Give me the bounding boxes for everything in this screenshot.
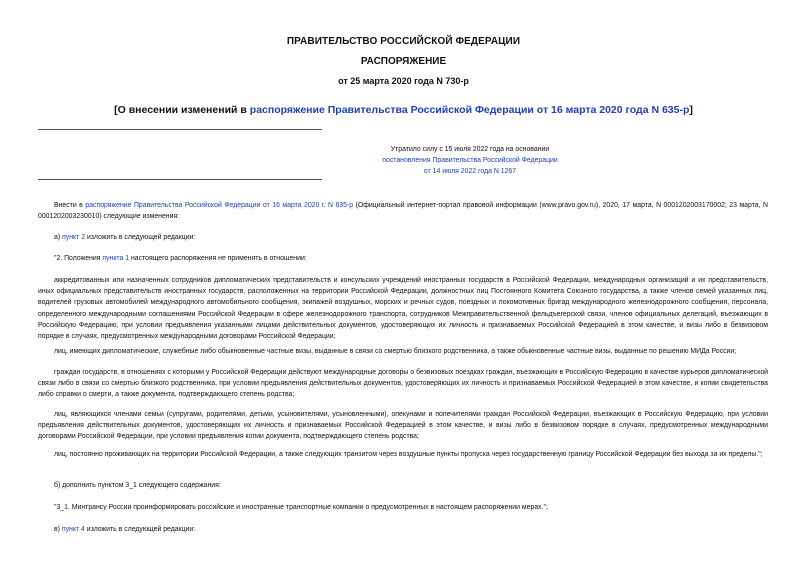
title-close: ]	[689, 104, 693, 116]
intro-link-order[interactable]: распоряжение Правительства Российской Федерации от 16 марта 2020 г. N 635-р	[85, 202, 354, 209]
paragraph-residents: лиц, постоянно проживающих на территории Российской Федерации, а также следующих транзитом через воздушные пункты пропуска через государственную границу Российской Федерации без выхода за их пределы.";	[54, 451, 763, 458]
paragraph-3-1: "3_1. Минтрансу России проинформировать российские и иностранные транспортные компании о предусмотренных в настоящем распоряжении мерах.";	[54, 504, 548, 511]
validity-note	[270, 144, 670, 177]
link-point-4[interactable]: пункт 4	[61, 526, 85, 533]
pa-text-post: изложить в следующей редакции:	[85, 234, 196, 241]
paragraph-accredited: аккредитованных или назначенных сотрудников дипломатических представительств и консульских учреждений иностранных государств в Российской Федерации, международных организаций и их представительств, иных официальных представительств иностранных государств, расположенных на территории Российской Федерации, должностных лиц Постоянного Комитета Союзного государства, а также членов семей указанных лиц, водителей грузовых автомобилей международного автомобильного сообщения, экипажей воздушных, морских и речных судов, поездных и локомотивных бригад международного железнодорожного сообщения, персонала, определенного международными соглашениями Российской Федерации в сфере железнодорожного транспорта, сотрудников Межправительственной фельдъегерской связи, членов официальных делегаций, въезжающих в Российскую Федерацию, при условии предъявления указанными лицами действительных документов, удостоверяющих их личность и признаваемых Российской Федерацией в этом качестве, и визы либо в безвизовом порядке в случаях, предусмотренных международными договорами Российской Федерации;	[38, 277, 768, 341]
intro-text-pre: Внести в	[54, 202, 86, 209]
government-heading: ПРАВИТЕЛЬСТВО РОССИЙСКОЙ ФЕДЕРАЦИИ	[286, 36, 521, 47]
divider-top	[38, 129, 322, 130]
document-date-number: от 25 марта 2020 года N 730-р	[338, 76, 469, 86]
document-type: РАСПОРЯЖЕНИЕ	[360, 56, 447, 67]
divider-bottom	[38, 179, 322, 180]
link-point-2[interactable]: пункт 2	[62, 234, 86, 241]
title-open: [О внесении изменений в	[114, 104, 250, 116]
link-point-1[interactable]: пункта 1	[102, 255, 130, 262]
validity-note-link-date[interactable]: от 14 июля 2022 года N 1267	[423, 168, 517, 175]
paragraph-point-2	[38, 253, 768, 264]
p2-text-post: настоящего распоряжения не применять в отношении:	[129, 255, 307, 262]
paragraph-b: б) дополнить пунктом 3_1 следующего содержания:	[54, 482, 221, 489]
p2-text-pre: "2. Положения	[54, 255, 103, 262]
paragraph-v	[38, 524, 768, 535]
paragraph-family: лиц, являющихся членами семьи (супругами, родителями, детьми, усыновителями, усыновленными), опекунами и попечителями граждан Российской Федерации, въезжающих в Российскую Федерацию, при условии предъявления действительных документов, удостоверяющих их личность и признаваемых Российской Федерацией в этом качестве, и визы либо в безвизовом порядке в случаях, предусмотренных международными договорами Российской Федерации, при условии предъявления копии документа, подтверждающего степень родства;	[38, 411, 768, 441]
pa-text-pre: а)	[54, 234, 63, 241]
paragraph-a	[38, 232, 768, 243]
paragraph-visas: лиц, имеющих дипломатические, служебные либо обыкновенные частные визы, выданные в связи со смертью близкого родственника, а также обыкновенные частные визы, выданные по решению МИДа России;	[54, 348, 737, 355]
document-title	[0, 104, 807, 116]
title-link-order-635[interactable]: распоряжение Правительства Российской Федерации от 16 марта 2020 года N 635-р	[249, 104, 690, 116]
paragraph-intro	[38, 200, 768, 222]
intro-text-post: (Официальный интернет-портал правовой информации (www.pravo.gov.ru), 2020, 17 марта, N 0001202003170002; 23 марта, N 0001202003230010) следующие изменения:	[38, 202, 769, 221]
validity-note-link-decree[interactable]: постановления Правительства Российской Федерации	[382, 157, 558, 164]
pv-text-pre: в)	[54, 526, 62, 533]
paragraph-citizens: граждан государств, в отношениях с которыми у Российской Федерации действуют международные договоры о безвизовых поездках граждан, въезжающих в Российскую Федерацию в качестве курьеров дипломатической связи либо в связи со смертью близкого родственника, при условии предъявления действительных документов, удостоверяющих их личность и признаваемых Российской Федерацией в этом качестве, и копии свидетельства либо справки о смерти, а также документа, подтверждающего степень родства;	[38, 369, 768, 399]
pv-text-post: изложить в следующей редакции:	[84, 526, 196, 533]
validity-note-text: Утратило силу с 15 июля 2022 года на основании	[390, 146, 550, 153]
